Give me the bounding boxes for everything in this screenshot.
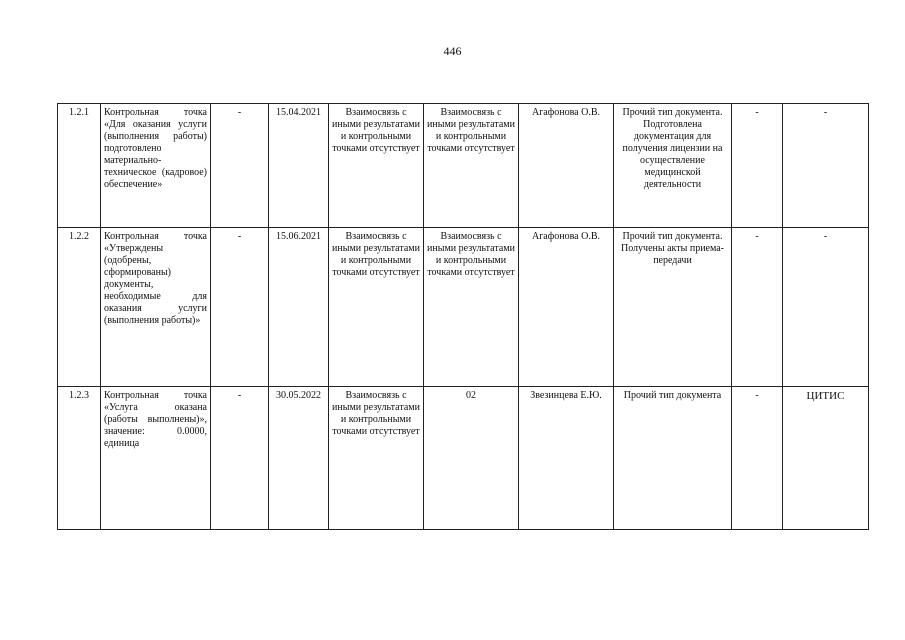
control-point-name: Контрольная точка «Утверждены (одобрены, сформированы) документы, необходимые для оказания услуги (выполнения работы)»: [101, 228, 211, 387]
control-point-name: Контрольная точка «Услуга оказана (работы выполнены)», значение: 0.0000, единица: [101, 387, 211, 530]
cell-dash: -: [211, 104, 269, 228]
document-type: Прочий тип документа: [614, 387, 732, 530]
cell-dash: -: [211, 387, 269, 530]
cell-dash: -: [732, 387, 783, 530]
responsible-person: Звезинцева Е.Ю.: [519, 387, 614, 530]
responsible-person: Агафонова О.В.: [519, 228, 614, 387]
control-point-date: 15.06.2021: [269, 228, 329, 387]
row-number: 1.2.2: [58, 228, 101, 387]
relation-code: 02: [424, 387, 519, 530]
table-row: [58, 228, 869, 387]
control-points-table: [57, 103, 869, 530]
document-type: Прочий тип документа. Получены акты приема-передачи: [614, 228, 732, 387]
row-number: 1.2.1: [58, 104, 101, 228]
control-point-date: 15.04.2021: [269, 104, 329, 228]
cell-dash: -: [211, 228, 269, 387]
control-point-date: 30.05.2022: [269, 387, 329, 530]
cell-dash: -: [783, 104, 869, 228]
table-row: [58, 387, 869, 530]
document-type: Прочий тип документа. Подготовлена документация для получения лицензии на осуществление медицинской деятельности: [614, 104, 732, 228]
cell-dash: -: [732, 104, 783, 228]
page-number: 446: [443, 44, 462, 58]
table-row: [58, 104, 869, 228]
relation-cell: Взаимосвязь с иными результатами и контрольными точками отсутствует: [329, 228, 424, 387]
relation-cell: Взаимосвязь с иными результатами и контрольными точками отсутствует: [329, 387, 424, 530]
row-number: 1.2.3: [58, 387, 101, 530]
responsible-person: Агафонова О.В.: [519, 104, 614, 228]
organization-code: ЦИТИС: [783, 387, 869, 530]
relation-cell: Взаимосвязь с иными результатами и контрольными точками отсутствует: [424, 104, 519, 228]
relation-cell: Взаимосвязь с иными результатами и контрольными точками отсутствует: [329, 104, 424, 228]
cell-dash: -: [732, 228, 783, 387]
control-point-name: Контрольная точка «Для оказания услуги (выполнения работы) подготовлено материально-техническое (кадровое) обеспечение»: [101, 104, 211, 228]
cell-dash: -: [783, 228, 869, 387]
relation-cell: Взаимосвязь с иными результатами и контрольными точками отсутствует: [424, 228, 519, 387]
